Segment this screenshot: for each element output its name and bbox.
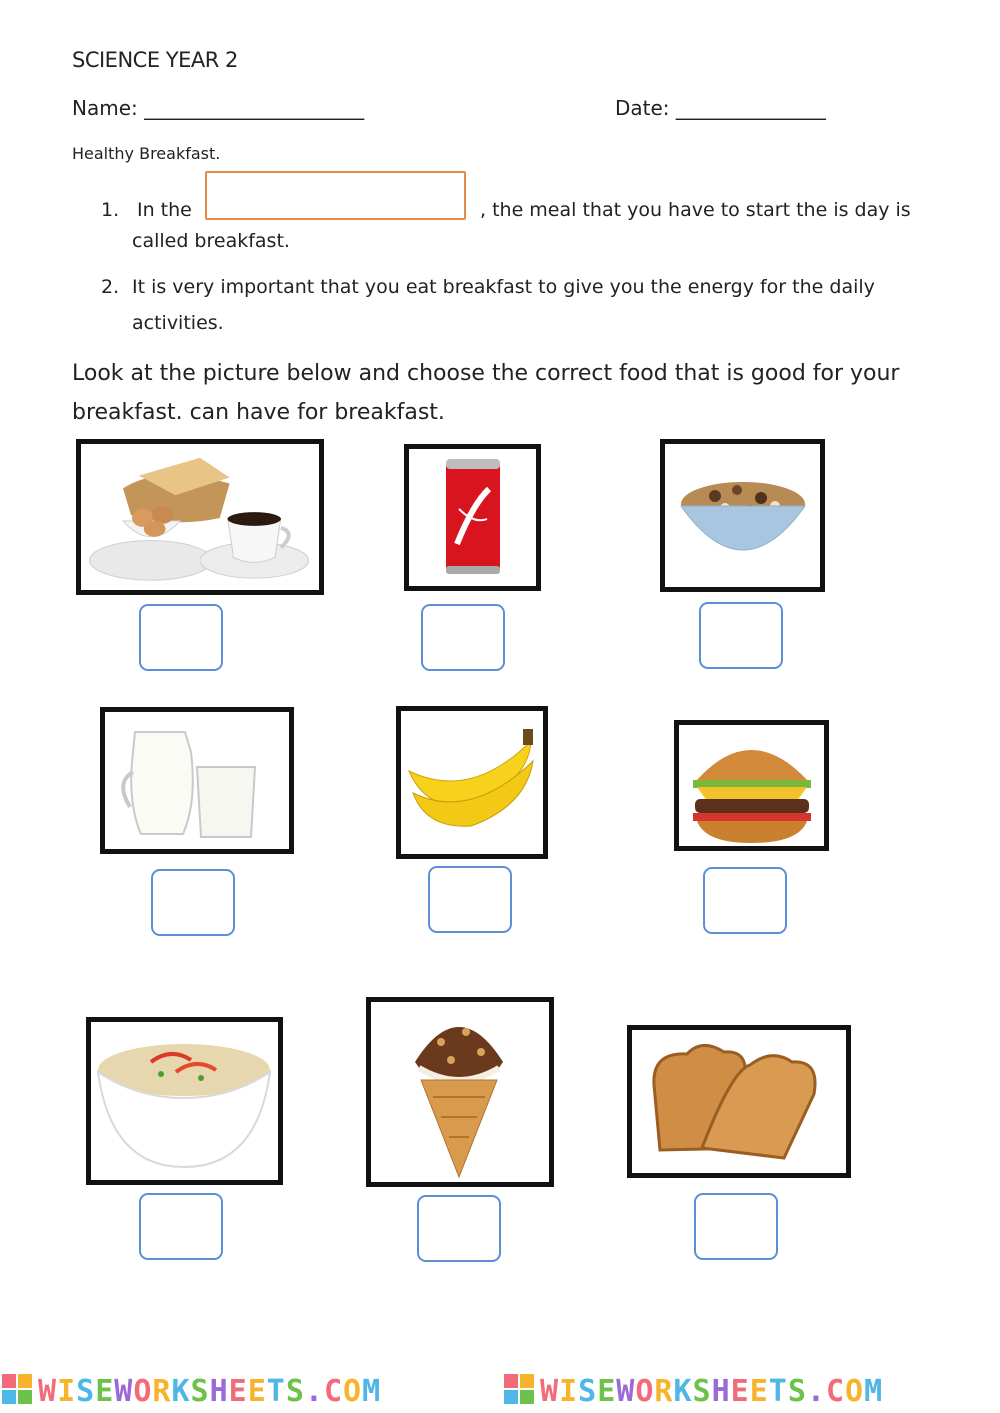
food-picture-cola xyxy=(404,444,541,591)
name-field-label: Name: ______________________ xyxy=(72,96,365,120)
date-field-label: Date: _______________ xyxy=(615,96,826,120)
question-1-post: , the meal that you have to start the is day is xyxy=(480,199,911,221)
food-picture-cereal xyxy=(660,439,825,592)
answer-box-banana[interactable] xyxy=(428,866,512,933)
answer-box-milk[interactable] xyxy=(151,869,235,936)
food-picture-eggs-toast-coffee xyxy=(76,439,324,595)
food-picture-ice-cream xyxy=(366,997,554,1187)
footer-watermark xyxy=(0,1366,1000,1413)
question-1-answer-input[interactable] xyxy=(205,171,466,220)
answer-box-porridge[interactable] xyxy=(139,1193,223,1260)
answer-box-eggs-toast-coffee[interactable] xyxy=(139,604,223,671)
logo-icon xyxy=(2,1374,32,1404)
cereal-bowl-icon xyxy=(665,444,820,587)
toast-icon xyxy=(632,1030,846,1173)
logo-icon xyxy=(504,1374,534,1404)
food-picture-toast xyxy=(627,1025,851,1178)
question-2-continuation: activities. xyxy=(132,312,224,334)
food-picture-banana xyxy=(396,706,548,859)
question-1-pre: In the xyxy=(137,199,192,221)
eggs-toast-coffee-icon xyxy=(81,444,319,590)
instruction-text: Look at the picture below and choose the correct food that is good for your breakfast. can have for breakfast. xyxy=(72,361,900,425)
footer-brand-1: WISEWORKSHEETS.COM xyxy=(38,1374,382,1409)
milk-icon xyxy=(105,712,289,849)
answer-box-cola[interactable] xyxy=(421,604,505,671)
food-picture-burger xyxy=(674,720,829,851)
question-1-number: 1. xyxy=(101,199,120,221)
question-2-text: It is very important that you eat breakfast to give you the energy for the daily xyxy=(132,276,875,298)
worksheet-title: SCIENCE YEAR 2 xyxy=(72,48,238,72)
question-1-continuation: called breakfast. xyxy=(132,230,290,252)
ice-cream-cone-icon xyxy=(371,1002,549,1182)
burger-icon xyxy=(679,725,824,846)
answer-box-toast[interactable] xyxy=(694,1193,778,1260)
porridge-icon xyxy=(91,1022,278,1180)
answer-box-cereal[interactable] xyxy=(699,602,783,669)
banana-icon xyxy=(401,711,543,854)
question-2-number: 2. xyxy=(101,276,120,298)
footer-brand-2: WISEWORKSHEETS.COM xyxy=(540,1374,884,1409)
food-picture-milk xyxy=(100,707,294,854)
answer-box-burger[interactable] xyxy=(703,867,787,934)
food-picture-porridge xyxy=(86,1017,283,1185)
cola-can-icon xyxy=(409,449,536,586)
answer-box-ice-cream[interactable] xyxy=(417,1195,501,1262)
worksheet-subtitle: Healthy Breakfast. xyxy=(72,144,221,163)
